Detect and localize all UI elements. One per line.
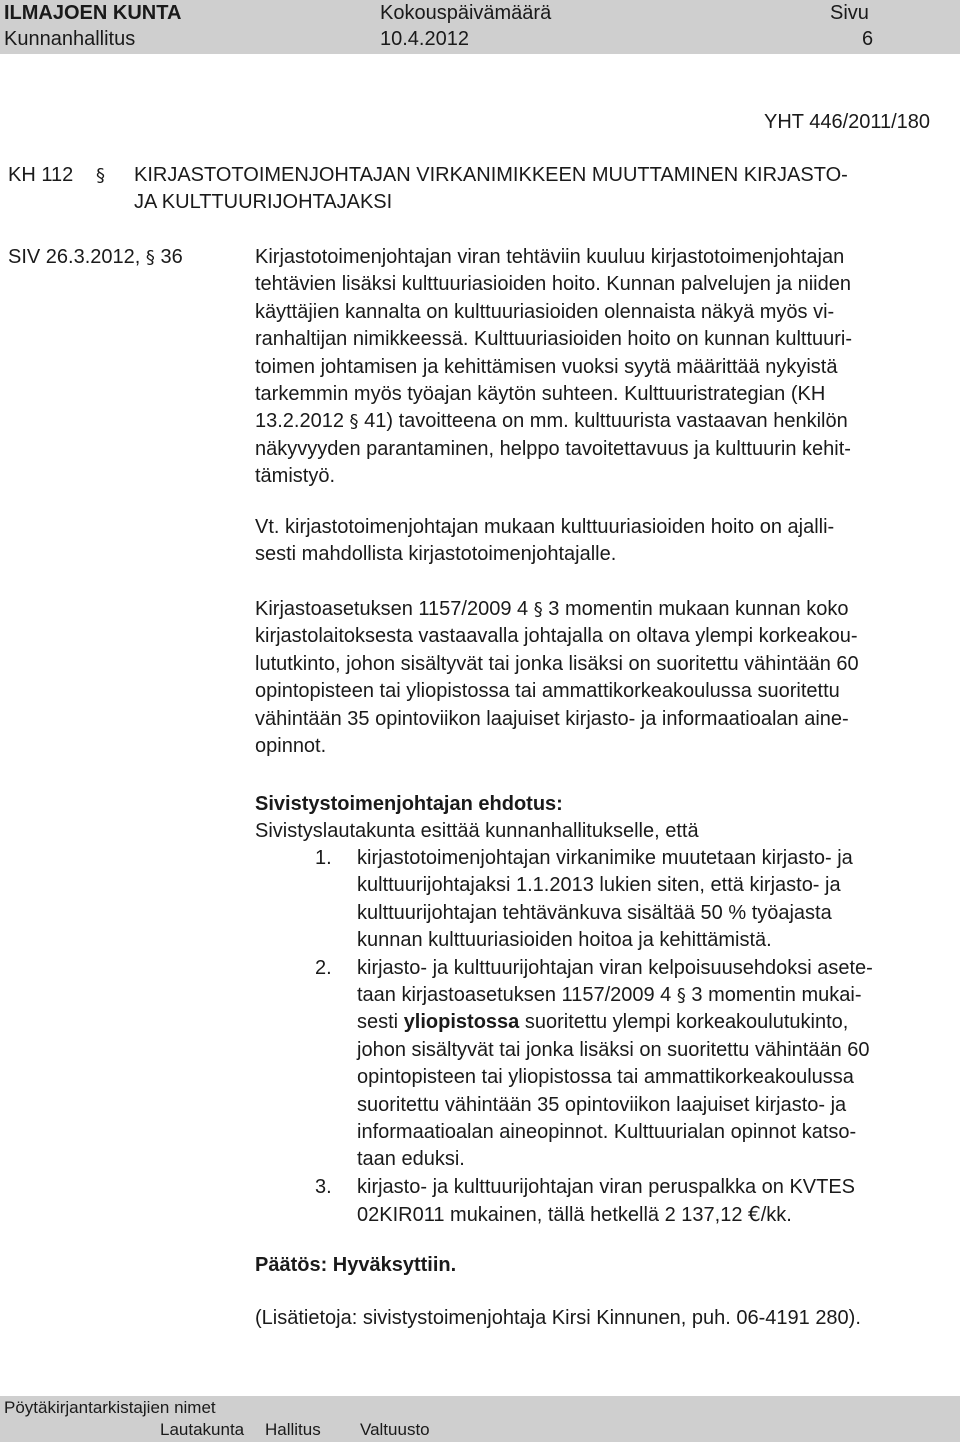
text-line: tehtävien lisäksi kulttuuriasioiden hoito. Kunnan palvelujen ja niiden	[255, 273, 851, 296]
section-sign-icon: §	[533, 599, 543, 620]
text-line: suoritettu vähintään 35 opintoviikon laajuiset kirjasto- ja	[357, 1093, 847, 1116]
text-fragment: suoritettu ylempi korkeakoulutukinto,	[524, 1011, 849, 1034]
text-line: vähintään 35 opintoviikon laajuiset kirjasto- ja informaatioalan aine-	[255, 707, 849, 730]
text-fragment: 3 momentin mukaan kunnan koko	[548, 598, 849, 620]
case-reference: YHT 446/2011/180	[764, 111, 931, 133]
text-line: kirjastotoimenjohtajan virkanimike muutetaan kirjasto- ja	[357, 847, 853, 869]
section-sign-icon: §	[349, 411, 359, 433]
organization-name: ILMAJOEN KUNTA	[4, 2, 182, 24]
text-line	[255, 408, 955, 435]
list-item	[255, 1174, 955, 1230]
previous-handling	[8, 244, 183, 271]
item-title-line: JA KULTTUURIJOHTAJAKSI	[134, 191, 393, 213]
text-line: Kirjastotoimenjohtajan viran tehtäviin kuuluu kirjastotoimenjohtajan	[255, 246, 845, 268]
item-number: KH 112	[8, 164, 74, 186]
euro-sign-icon: €	[748, 1202, 761, 1227]
text-fragment: 02KIR011 mukainen, tällä hetkellä 2 137,12	[357, 1204, 743, 1227]
page-number: 6	[862, 28, 874, 50]
item-title-line: KIRJASTOTOIMENJOHTAJAN VIRKANIMIKKEEN MUUTTAMINEN KIRJASTO-	[134, 164, 848, 186]
list-item-number: 2.	[315, 956, 332, 979]
text-line: opinnot.	[255, 735, 327, 758]
text-line: taan eduksi.	[357, 1148, 465, 1171]
text-line: kulttuurijohtajan tehtävänkuva sisältää 50 % työajasta	[357, 901, 832, 924]
text-line: Vt. kirjastotoimenjohtajan mukaan kulttuuriasioiden hoito on ajalli-	[255, 516, 835, 538]
text-line: kulttuurijohtajaksi 1.1.2013 lukien siten, että kirjasto- ja	[357, 874, 841, 897]
paragraph-qualification	[255, 596, 955, 760]
paragraph-acting-opinion	[255, 514, 955, 569]
list-item-number: 3.	[315, 1175, 332, 1198]
text-line: tarkemmin myös työajan käytön suhteen. Kulttuuristrategian (KH	[255, 383, 826, 406]
text-line: kunnan kulttuuriasioiden hoitoa ja kehittämistä.	[357, 929, 772, 952]
previous-ref-number: 36	[160, 246, 183, 268]
text-fragment: sesti	[357, 1011, 399, 1034]
meeting-date: 10.4.2012	[380, 28, 469, 50]
text-line	[357, 982, 955, 1009]
emphasized-text: yliopistossa	[403, 1011, 520, 1034]
text-line: johon sisältyvät tai jonka lisäksi on suoritettu vähintään 60	[357, 1038, 870, 1061]
text-line: kirjastolaitoksesta vastaavalla johtajalla on oltava ylempi korkeakou-	[255, 625, 858, 648]
text-line: käyttäjien kannalta on kulttuuriasioiden olennaista näkyä myös vi-	[255, 300, 835, 323]
section-sign-icon: §	[96, 165, 105, 186]
text-line: informaatioalan aineopinnot. Kulttuurialan opinnot katso-	[357, 1121, 857, 1144]
text-line: opintopisteen tai yliopistossa tai ammattikorkeakoulussa suoritettu	[255, 680, 840, 703]
list-item	[255, 845, 955, 955]
proposal-heading: Sivistystoimenjohtajan ehdotus:	[255, 793, 563, 815]
text-fragment: 13.2.2012	[255, 410, 344, 433]
list-item-number: 1.	[315, 847, 332, 869]
item-title	[134, 162, 848, 216]
footer-label: Pöytäkirjantarkistajien nimet	[4, 1398, 216, 1417]
proposal-list	[255, 845, 955, 1230]
text-line: tämistyö.	[255, 465, 336, 488]
proposal-intro: Sivistyslautakunta esittää kunnanhallitukselle, että	[255, 820, 699, 842]
text-line	[255, 596, 955, 623]
text-line: toimen johtamisen ja kehittämisen vuoksi syytä määrittää nykyistä	[255, 355, 838, 378]
additional-info: (Lisätietoja: sivistystoimenjohtaja Kirsi Kinnunen, puh. 06-4191 280).	[255, 1307, 861, 1329]
text-fragment: 41) tavoitteena on mm. kulttuurista vastaavan henkilön	[364, 410, 848, 433]
page-label: Sivu	[830, 2, 869, 24]
text-line: sesti mahdollista kirjastotoimenjohtajalle.	[255, 543, 617, 566]
text-fragment: taan kirjastoasetuksen 1157/2009 4	[357, 984, 672, 1007]
text-fragment: Kirjastoasetuksen 1157/2009 4	[255, 598, 529, 620]
document-header	[0, 0, 960, 54]
list-item	[255, 955, 955, 1174]
footer-column-council: Valtuusto	[360, 1420, 430, 1439]
footer-column-government: Hallitus	[265, 1420, 321, 1439]
text-line: opintopisteen tai yliopistossa tai ammattikorkeakoulussa	[357, 1066, 854, 1089]
signature-footer	[0, 1396, 960, 1442]
text-line: ranhaltijan nimikkeessä. Kulttuuriasioiden hoito on kunnan kulttuuri-	[255, 328, 853, 351]
committee-name: Kunnanhallitus	[4, 28, 136, 50]
text-line	[357, 1201, 955, 1229]
previous-ref: SIV 26.3.2012,	[8, 246, 141, 268]
text-line	[357, 1009, 955, 1036]
text-line: lututkinto, johon sisältyvät tai jonka lisäksi on suoritettu vähintään 60	[255, 652, 859, 675]
text-line: kirjasto- ja kulttuurijohtajan viran peruspalkka on KVTES	[357, 1175, 856, 1198]
footer-column-board: Lautakunta	[160, 1420, 245, 1439]
text-line: kirjasto- ja kulttuurijohtajan viran kelpoisuusehdoksi asete-	[357, 956, 873, 979]
text-fragment: 3 momentin mukai-	[691, 984, 862, 1007]
section-sign-icon: §	[676, 985, 686, 1007]
section-sign-icon: §	[145, 247, 155, 268]
paragraph-background	[255, 244, 955, 491]
text-fragment: /kk.	[760, 1204, 792, 1227]
meeting-date-label: Kokouspäivämäärä	[380, 2, 552, 24]
decision-text: Päätös: Hyväksyttiin.	[255, 1254, 457, 1276]
text-line: näkyvyyden parantaminen, helppo tavoitettavuus ja kulttuurin kehit-	[255, 437, 851, 460]
